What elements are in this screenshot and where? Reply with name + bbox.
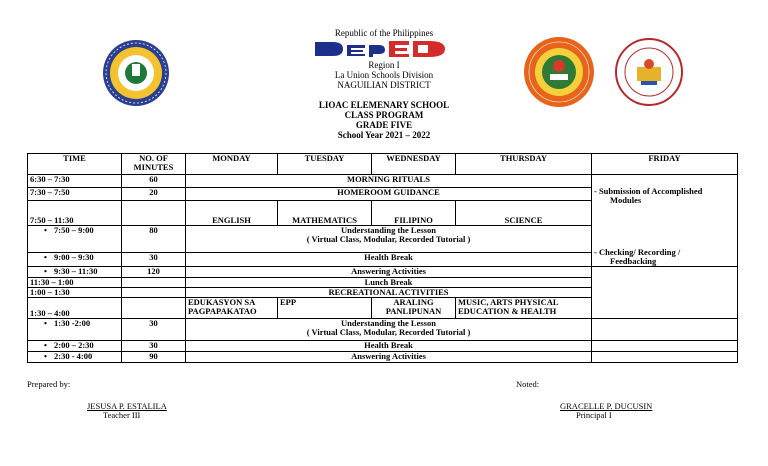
friday-cell-afternoon <box>592 267 738 319</box>
minutes-cell: 30 <box>122 319 186 341</box>
header-time: TIME <box>28 154 122 175</box>
subject-tuesday: MATHEMATICS <box>278 201 372 226</box>
activity-cell: HOMEROOM GUIDANCE <box>186 188 592 201</box>
subject-wednesday: ARALING PANLIPUNAN <box>372 298 456 319</box>
activity-cell: Health Break <box>186 252 592 266</box>
minutes-cell <box>122 278 186 288</box>
table-header-row <box>28 154 738 175</box>
time-cell: 7:30 – 7:50 <box>28 188 122 201</box>
prepared-by-title: Teacher III <box>103 410 141 420</box>
friday-empty <box>592 352 738 363</box>
table-row <box>28 319 738 341</box>
subject-thursday: SCIENCE <box>456 201 592 226</box>
minutes-cell: 20 <box>122 188 186 201</box>
table-row <box>28 352 738 363</box>
header-tuesday: TUESDAY <box>278 154 372 175</box>
noted-by-title: Principal I <box>576 410 612 420</box>
subject-thursday: MUSIC, ARTS PHYSICAL EDUCATION & HEALTH <box>456 298 592 319</box>
minutes-cell: 90 <box>122 352 186 363</box>
subject-tuesday: EPP <box>278 298 372 319</box>
time-cell: • 1:30 -2:00 <box>28 319 122 341</box>
school-name: LIOAC ELEMENARY SCHOOL <box>318 100 450 110</box>
table-row <box>28 267 738 278</box>
activity-cell: Lunch Break <box>186 278 592 288</box>
activity-cell: Understanding the Lesson ( Virtual Class, Modular, Recorded Tutorial ) <box>186 319 592 341</box>
minutes-cell <box>122 288 186 298</box>
time-cell: • 2:00 – 2:30 <box>28 341 122 352</box>
prepared-by-label: Prepared by: <box>27 379 71 389</box>
activity-cell: MORNING RITUALS <box>186 175 592 188</box>
friday-empty <box>592 341 738 352</box>
time-cell: 1:30 – 4:00 <box>28 298 122 319</box>
minutes-cell <box>122 201 186 226</box>
minutes-cell: 60 <box>122 175 186 188</box>
header-friday: FRIDAY <box>592 154 738 175</box>
time-cell: • 2:30 - 4:00 <box>28 352 122 363</box>
region-text: Region I <box>368 60 400 70</box>
division-text: La Union Schools Division <box>334 70 434 80</box>
time-cell: 1:00 – 1:30 <box>28 288 122 298</box>
grade-text: GRADE FIVE <box>355 120 413 130</box>
friday-empty <box>592 319 738 341</box>
friday-task-1: - Submission of Accomplished Modules <box>594 186 703 205</box>
minutes-cell <box>122 298 186 319</box>
minutes-cell: 30 <box>122 341 186 352</box>
time-cell: • 9:30 – 11:30 <box>28 267 122 278</box>
minutes-cell: 30 <box>122 252 186 266</box>
activity-cell: Health Break <box>186 341 592 352</box>
header-wednesday: WEDNESDAY <box>372 154 456 175</box>
subject-monday: EDUKASYON SA PAGPAPAKATAO <box>186 298 278 319</box>
district-text: NAGUILIAN DISTRICT <box>337 80 431 90</box>
header-thursday: THURSDAY <box>456 154 592 175</box>
table-row <box>28 341 738 352</box>
header-monday: MONDAY <box>186 154 278 175</box>
subject-wednesday: FILIPINO <box>372 201 456 226</box>
program-title: CLASS PROGRAM <box>344 110 424 120</box>
activity-cell: Understanding the Lesson ( Virtual Class, Modular, Recorded Tutorial ) <box>186 226 592 252</box>
time-cell: 7:50 – 11:30 <box>28 201 122 226</box>
header-minutes: NO. OF MINUTES <box>122 154 186 175</box>
deped-logo <box>313 39 447 59</box>
time-cell: • 7:50 – 9:00 <box>28 226 122 252</box>
subject-monday: ENGLISH <box>186 201 278 226</box>
prepared-by-name: JESUSA P. ESTALILA <box>87 401 167 411</box>
activity-cell: Answering Activities <box>186 352 592 363</box>
minutes-cell: 120 <box>122 267 186 278</box>
table-row <box>28 175 738 188</box>
friday-task-2: - Checking/ Recording / Feedbacking <box>594 247 681 266</box>
activity-cell: RECREATIONAL ACTIVITIES <box>186 288 592 298</box>
activity-cell: Answering Activities <box>186 267 592 278</box>
class-program-table <box>27 153 738 363</box>
time-cell: 11:30 – 1:00 <box>28 278 122 288</box>
time-cell: 6:30 – 7:30 <box>28 175 122 188</box>
republic-text: Republic of the Philippines <box>334 28 434 38</box>
minutes-cell: 80 <box>122 226 186 252</box>
school-year: School Year 2021 – 2022 <box>337 130 431 140</box>
friday-cell-morning <box>592 175 738 267</box>
time-cell: • 9:00 – 9:30 <box>28 252 122 266</box>
noted-by-name: GRACELLE P. DUCUSIN <box>560 401 653 411</box>
noted-label: Noted: <box>516 379 540 389</box>
